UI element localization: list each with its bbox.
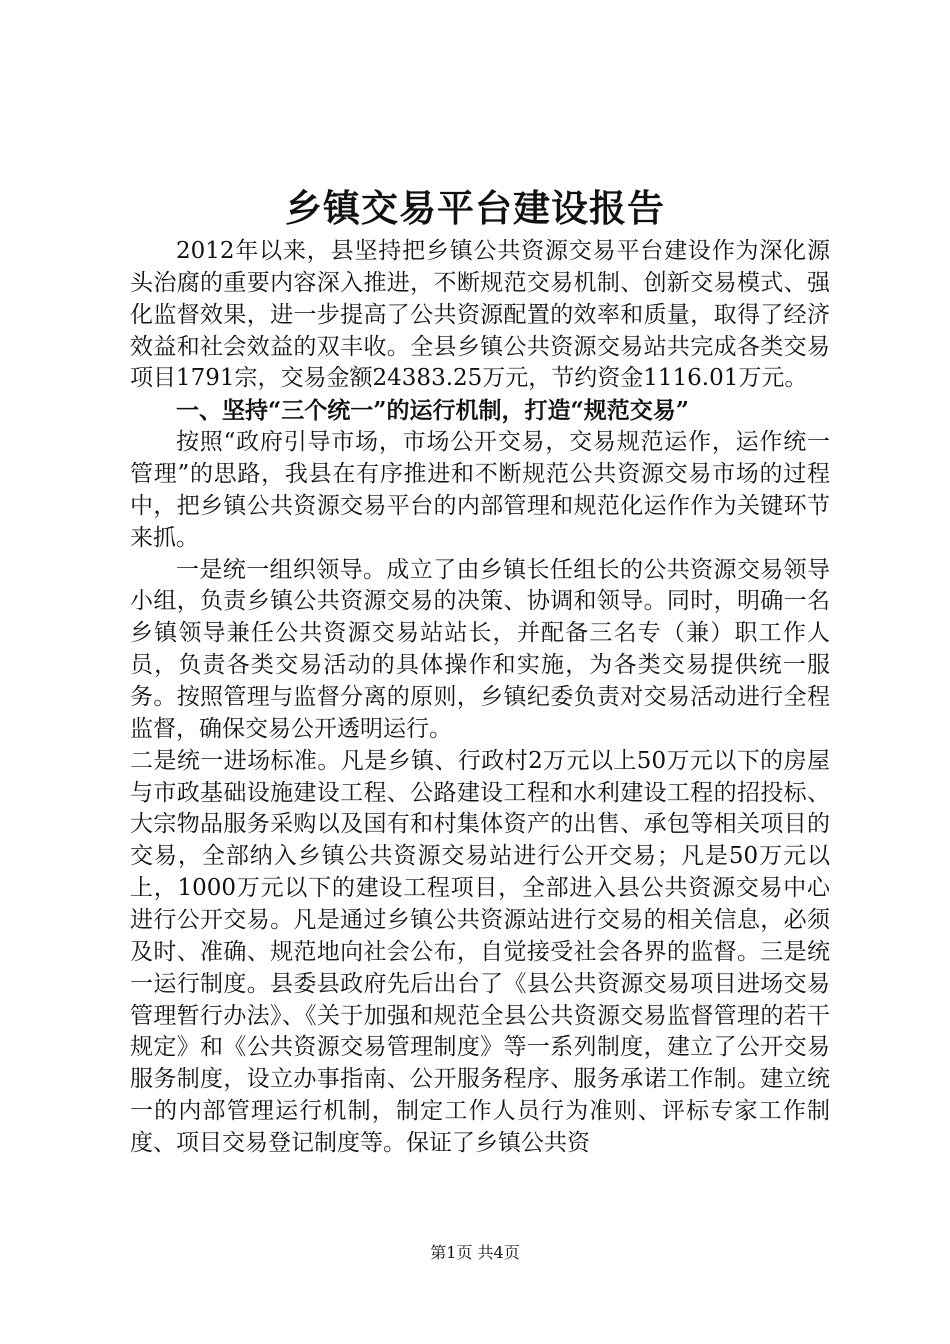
page-footer: 第1页 共4页 bbox=[430, 1243, 520, 1262]
paragraph-organization: 一是统一组织领导。成立了由乡镇长任组长的公共资源交易领导小组，负责乡镇公共资源交易的决策、协调和领导。同时，明确一名乡镇领导兼任公共资源交易站站长，并配备三名专（兼）职工作人员，负责各类交易活动的具体操作和实施，为各类交易提供统一服务。按照管理与监督分离的原则，乡镇纪委负责对交易活动进行全程监督，确保交易公开透明运行。 bbox=[130, 556, 830, 742]
section-heading: 一、坚持“三个统一”的运行机制，打造“规范交易” bbox=[176, 397, 689, 425]
paragraph-intro: 2012年以来，县坚持把乡镇公共资源交易平台建设作为深化源头治腐的重要内容深入推进，不断规范交易机制、创新交易模式、强化监督效果，进一步提高了公共资源配置的效率和质量，取得了经济效益和社会效益的双丰收。全县乡镇公共资源交易站共完成各类交易项目1791宗，交易金额24383.25万元，节约资金1116.01万元。 bbox=[130, 238, 830, 392]
paragraph-approach: 按照“政府引导市场，市场公开交易，交易规范运作，运作统一管理”的思路，我县在有序推进和不断规范公共资源交易市场的过程中，把乡镇公共资源交易平台的内部管理和规范化运作作为关键环节来抓。 bbox=[130, 429, 830, 551]
document-title: 乡镇交易平台建设报告 bbox=[285, 186, 665, 230]
paragraph-standards: 二是统一进场标准。凡是乡镇、行政村2万元以上50万元以下的房屋与市政基础设施建设工程、公路建设工程和水利建设工程的招投标、大宗物品服务采购以及国有和村集体资产的出售、承包等相关项目的交易，全部纳入乡镇公共资源交易站进行公开交易；凡是50万元以上，1000万元以下的建设工程项目，全部进入县公共资源交易中心进行公开交易。凡是通过乡镇公共资源站进行交易的相关信息，必须及时、准确、规范地向社会公布，自觉接受社会各界的监督。三是统一运行制度。县委县政府先后出台了《县公共资源交易项目进场交易管理暂行办法》、《关于加强和规范全县公共资源交易监督管理的若干规定》和《公共资源交易管理制度》等一系列制度，建立了公开交易服务制度，设立办事指南、公开服务程序、服务承诺工作制。建立统一的内部管理运行机制，制定工作人员行为准则、评标专家工作制度、项目交易登记制度等。保证了乡镇公共资 bbox=[130, 747, 830, 1157]
document-body bbox=[130, 236, 830, 1160]
